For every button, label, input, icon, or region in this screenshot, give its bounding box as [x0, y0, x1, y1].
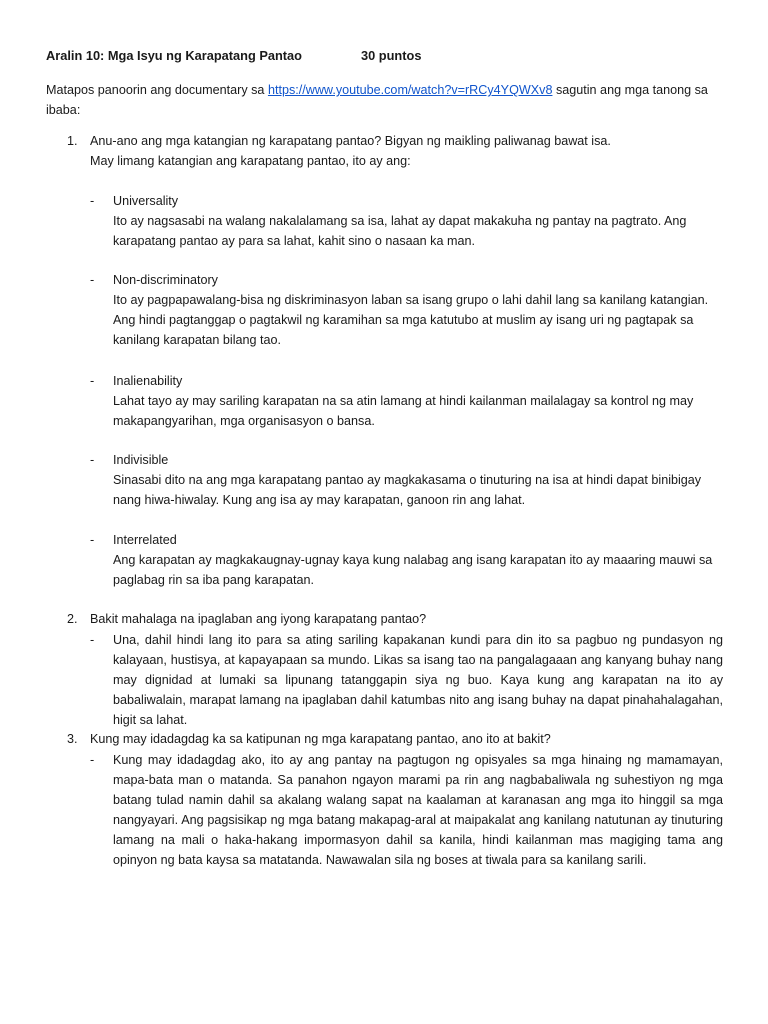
lesson-title: Aralin 10: Mga Isyu ng Karapatang Pantao	[46, 48, 302, 63]
list-item-non-discriminatory	[113, 270, 723, 350]
item-term: Non-discriminatory	[113, 273, 218, 287]
list-item-indivisible	[113, 450, 723, 510]
list-item-interrelated	[113, 530, 723, 590]
question-2-number: 2.	[67, 612, 78, 626]
question-1-text: Anu-ano ang mga katangian ng karapatang pantao? Bigyan ng maikling paliwanag bawat isa.	[90, 134, 611, 148]
question-2-text: Bakit mahalaga na ipaglaban ang iyong karapatang pantao?	[90, 612, 427, 626]
points-label: 30 puntos	[361, 48, 422, 63]
question-3-answer: Kung may idadagdag ako, ito ay ang pantay na pagtugon ng opisyales sa mga hinaing ng mamamayan, mapa-bata man o matanda. Sa panahon ngayon marami pa rin ang nagbabaliwala ng suhestiyon ng mga batang tulad namin dahil sa akalang walang sapat na kaalaman at karanasan ang mga ito hinggil sa mga nangyayari. Ang pagsisikap ng mga batang makapag-aral at maipakalat ang kanilang natutunan ay tinuturing lamang na mali o haka-hakang impormasyon dahil sa kanila, hindi kailanman mas magiging tama ang opinyon ng bata kaysa sa matatanda. Nawawalan sila ng boses at tiwala para sa kanilang sarili.	[113, 753, 723, 867]
list-dash: -	[90, 533, 95, 547]
list-dash: -	[90, 453, 95, 467]
item-description: Ito ay pagpapawalang-bisa ng diskriminasyon laban sa isang grupo o lahi dahil lang sa kanilang katangian. Ang hindi pagtanggap o pagtakwil ng karamihan sa mga katutubo at muslim ay isang uri ng pagtapak sa kanilang karapatan bilang tao.	[113, 293, 709, 347]
item-description: Lahat tayo ay may sariling karapatan na sa atin lamang at hindi kailanman mailalagay sa kontrol ng may makapangyarihan, mga organisasyon o bansa.	[113, 394, 694, 428]
item-description: Ang karapatan ay magkakaugnay-ugnay kaya kung nalabag ang isang karapatan ito ay maaaring mauwi sa paglabag rin sa iba pang karapatan.	[113, 553, 713, 587]
item-term: Indivisible	[113, 453, 169, 467]
item-term: Inalienability	[113, 374, 183, 388]
question-2-answer: Una, dahil hindi lang ito para sa ating sariling kapakanan kundi para din ito sa pagbuo ng pundasyon ng kalayaan, hustisya, at kapayapaan sa mundo. Likas sa isang tao na pangalagaaan ang kanyang buhay nang may dignidad at lumaki sa lipunang tatanggapin siya ng buo. Kaya kung ang karapatan na ito ay babaliwalain, marapat lamang na ipaglaban dahil katumbas nito ang isang buhay na dapat pinahahalagahan, higit sa lahat.	[113, 633, 723, 727]
answer-dash: -	[90, 633, 95, 647]
question-3-text: Kung may idadagdag ka sa katipunan ng mga karapatang pantao, ano ito at bakit?	[90, 732, 551, 746]
intro-text-before: Matapos panoorin ang documentary sa	[46, 83, 268, 97]
question-3-number: 3.	[67, 732, 78, 746]
item-description: Ito ay nagsasabi na walang nakalalamang sa isa, lahat ay dapat makakuha ng pantay na pagtrato. Ang karapatang pantao ay para sa lahat, kahit sino o nasaan ka man.	[113, 214, 687, 248]
intro-paragraph	[46, 80, 726, 120]
question-1-number: 1.	[67, 134, 78, 148]
list-item-universality	[113, 191, 723, 251]
answer-dash: -	[90, 753, 95, 767]
list-item-inalienability	[113, 371, 723, 431]
item-term: Interrelated	[113, 533, 177, 547]
list-dash: -	[90, 374, 95, 388]
list-dash: -	[90, 194, 95, 208]
intro-text-after: sagutin ang mga tanong sa ibaba:	[46, 83, 708, 117]
video-link[interactable]: https://www.youtube.com/watch?v=rRCy4YQWXv8	[267, 83, 553, 97]
list-dash: -	[90, 273, 95, 287]
item-description: Sinasabi dito na ang mga karapatang pantao ay magkakasama o tinuturing na isa at hindi dapat binibigay nang hiwa-hiwalay. Kung ang isa ay may karapatan, ganoon rin ang lahat.	[113, 473, 702, 507]
question-1-lead: May limang katangian ang karapatang pantao, ito ay ang:	[90, 154, 411, 168]
item-term: Universality	[113, 194, 179, 208]
